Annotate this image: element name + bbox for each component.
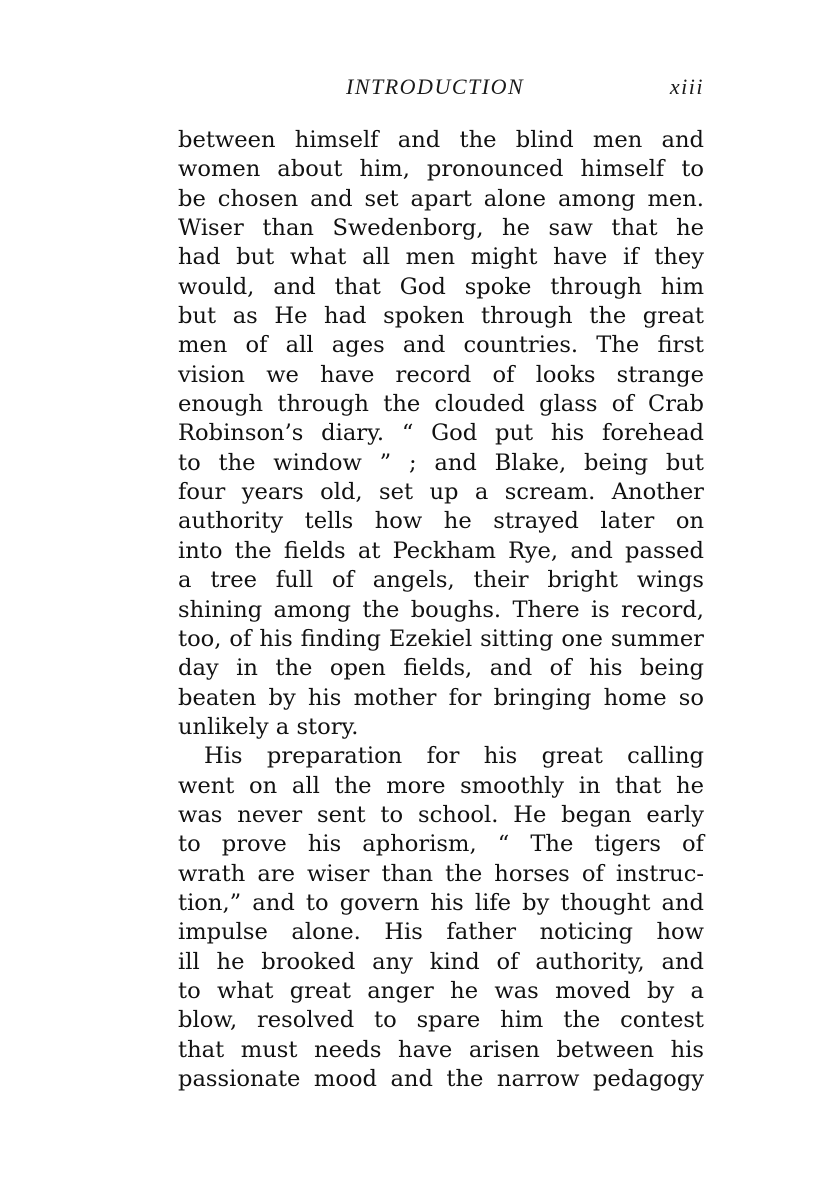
text-line: impulse alone. His father noticing how (178, 919, 704, 946)
text-line: be chosen and set apart alone among men. (178, 185, 704, 212)
text-line: would, and that God spoke through him (178, 273, 704, 300)
text-line: to the window ” ; and Blake, being but (178, 449, 704, 476)
text-line: that must needs have arisen between his (178, 1036, 704, 1063)
text-line: but as He had spoken through the great (178, 303, 704, 330)
text-line: was never sent to school. He began early (178, 801, 704, 828)
text-line: too, of his finding Ezekiel sitting one summer (178, 625, 704, 652)
text-line: wrath are wiser than the horses of instruc- (178, 860, 704, 887)
text-line: went on all the more smoothly in that he (178, 772, 704, 799)
text-line: men of all ages and countries. The first (178, 332, 704, 359)
text-line: Robinson’s diary. “ God put his forehead (178, 420, 704, 447)
text-line: vision we have record of looks strange (178, 361, 704, 388)
text-line: passionate mood and the narrow pedagogy (178, 1066, 704, 1092)
text-line: His preparation for his great calling (204, 743, 704, 770)
text-line: between himself and the blind men and (178, 127, 704, 153)
text-line: unlikely a story. (178, 713, 359, 740)
text-line: to prove his aphorism, “ The tigers of (178, 831, 704, 858)
text-line: into the fields at Peckham Rye, and passed (178, 537, 704, 564)
text-line: had but what all men might have if they (178, 244, 704, 271)
text-line: enough through the clouded glass of Crab (178, 391, 704, 418)
text-line: a tree full of angels, their bright wings (178, 567, 704, 594)
text-line: day in the open fields, and of his being (178, 655, 704, 682)
text-line: four years old, set up a scream. Another (178, 479, 704, 506)
text-line: to what great anger he was moved by a (178, 977, 704, 1004)
running-head (176, 74, 704, 104)
text-line: authority tells how he strayed later on (178, 508, 704, 535)
text-line: shining among the boughs. There is record, (178, 596, 704, 623)
paragraph-2 (178, 742, 704, 1094)
text-line: Wiser than Swedenborg, he saw that he (178, 215, 704, 242)
text-line: blow, resolved to spare him the contest (178, 1007, 704, 1034)
text-line: beaten by his mother for bringing home so (178, 684, 704, 711)
text-line: women about him, pronounced himself to (178, 156, 704, 183)
text-line: ill he brooked any kind of authority, and (178, 948, 704, 975)
body-text (178, 126, 704, 1094)
paragraph-1 (178, 126, 704, 742)
text-line: tion,” and to govern his life by thought and (178, 889, 704, 916)
page-number: xiii (669, 74, 704, 99)
running-head-title: INTRODUCTION (346, 74, 525, 99)
